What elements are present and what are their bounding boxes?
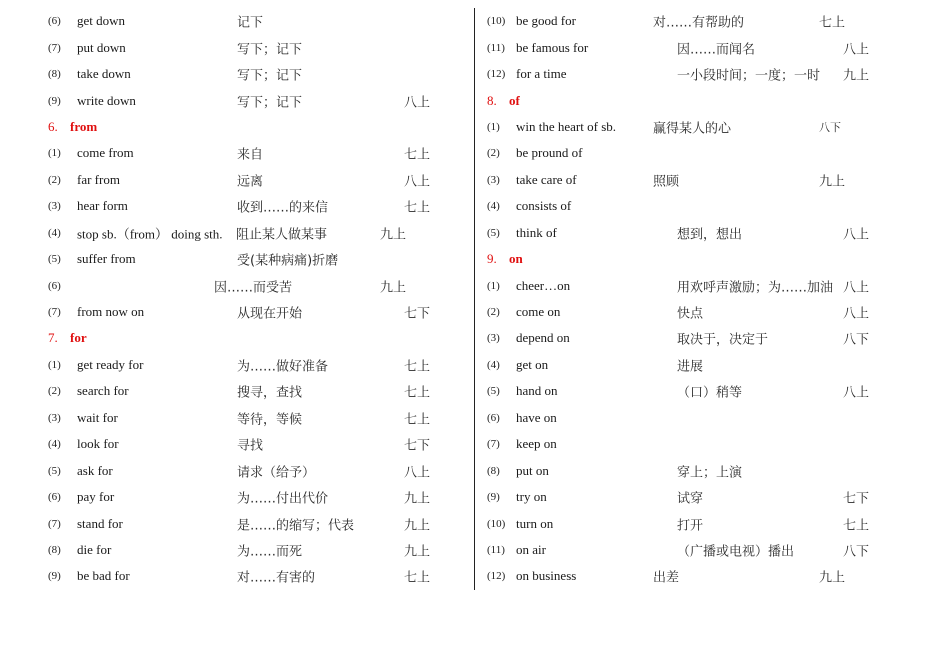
phrase-row [0,61,474,87]
phrase-row [475,405,950,431]
item-number: (4) [487,200,500,213]
phrase-row [475,325,950,351]
grade-label: 七上 [404,412,431,428]
grade-label: 七上 [843,518,870,534]
grade-label: 七上 [819,15,846,31]
section-word: on [509,251,523,267]
english-phrase: put on [516,462,549,478]
chinese-meaning: 等待，等候 [237,412,303,428]
item-number: (5) [487,385,500,398]
chinese-meaning: 写下；记下 [237,95,303,111]
phrase-row [475,8,950,34]
item-number: (12) [487,570,506,583]
phrase-row [475,299,950,325]
grade-label: 八下 [843,544,870,560]
item-number: (9) [48,570,61,583]
english-phrase: come from [77,145,134,161]
chinese-meaning: 照顾 [653,174,680,190]
item-number: (3) [48,411,61,424]
chinese-meaning: 对……有帮助的 [653,15,745,31]
chinese-meaning: 搜寻，查找 [237,385,303,401]
phrase-row [0,167,474,193]
english-phrase: depend on [516,330,570,346]
item-number: (1) [48,358,61,371]
chinese-meaning: 是……的缩写；代表 [237,518,355,534]
english-phrase: be famous for [516,39,589,55]
phrase-row [475,167,950,193]
chinese-meaning: 进展 [677,359,704,375]
chinese-meaning: 记下 [237,15,264,31]
grade-label: 八上 [404,95,431,111]
chinese-meaning: 为……而死 [237,544,303,560]
chinese-meaning: 快点 [677,306,704,322]
phrase-row [475,378,950,404]
grade-label: 九上 [380,227,407,243]
section-number: 9. [487,251,497,267]
chinese-meaning: 寻找 [237,438,264,454]
english-phrase: take care of [516,171,577,187]
item-number: (12) [487,68,506,81]
english-phrase: from now on [77,304,145,320]
item-number: (8) [487,464,500,477]
grade-label: 八上 [843,306,870,322]
grade-label: 七上 [404,147,431,163]
section-word: of [509,92,520,108]
section-number: 8. [487,92,497,108]
english-phrase: cheer…on [516,277,571,293]
phrase-row [0,272,474,298]
grade-label: 八下 [843,332,870,348]
item-number: (2) [48,385,61,398]
english-phrase: pay for [77,489,115,505]
chinese-meaning: 写下；记下 [237,42,303,58]
grade-label: 九上 [404,491,431,507]
chinese-meaning: 请求（给予） [237,465,316,481]
grade-label: 七上 [404,385,431,401]
chinese-meaning: 为……做好准备 [237,359,329,375]
chinese-meaning: 出差 [653,570,680,586]
english-phrase: write down [77,92,136,108]
item-number: (10) [487,15,506,28]
grade-label: 七下 [404,438,431,454]
item-number: (7) [48,306,61,319]
chinese-meaning: 阻止某人做某事 [236,227,328,243]
english-phrase: put down [77,39,126,55]
phrase-row [475,193,950,219]
phrase-row [0,510,474,536]
left-column [0,8,474,590]
section-word: from [70,118,98,134]
item-number: (6) [487,411,500,424]
english-phrase: hear form [77,198,128,214]
item-number: (9) [48,94,61,107]
english-phrase: stand for [77,515,123,531]
english-phrase: suffer from [77,251,136,267]
item-number: (7) [48,517,61,530]
item-number: (11) [487,41,505,54]
chinese-meaning: 收到……的来信 [237,200,329,216]
english-phrase: die for [77,541,112,557]
item-number: (7) [487,438,500,451]
chinese-meaning: 因……而受苦 [214,280,293,296]
grade-label: 八上 [843,280,870,296]
chinese-meaning: 试穿 [677,491,704,507]
grade-label: 八上 [843,42,870,58]
chinese-meaning: 一小段时间；一度；一时 [677,68,821,84]
phrase-row [475,510,950,536]
grade-label: 九上 [819,570,846,586]
chinese-meaning: 取决于，决定于 [677,332,769,348]
item-number: (6) [48,491,61,504]
phrase-row [475,431,950,457]
english-phrase: try on [516,489,547,505]
phrase-row [0,352,474,378]
item-number: (1) [487,279,500,292]
right-column [475,8,950,590]
grade-label: 九上 [819,174,846,190]
item-number: (5) [48,253,61,266]
english-phrase: turn on [516,515,554,531]
chinese-meaning: （广播或电视）播出 [677,544,795,560]
section-header [475,87,950,113]
phrase-row [475,61,950,87]
chinese-meaning: 来自 [237,147,264,163]
phrase-row [0,34,474,60]
item-number: (3) [48,200,61,213]
english-phrase: get ready for [77,356,144,372]
phrase-row [475,484,950,510]
item-number: (3) [487,173,500,186]
item-number: (5) [48,464,61,477]
english-phrase: keep on [516,436,557,452]
phrase-row [475,272,950,298]
phrase-row [475,114,950,140]
phrase-row [475,537,950,563]
phrase-row [0,457,474,483]
item-number: (4) [48,438,61,451]
grade-label: 九上 [380,280,407,296]
chinese-meaning: 穿上；上演 [677,465,743,481]
item-number: (9) [487,491,500,504]
phrase-row [0,220,474,246]
grade-label: 八上 [843,227,870,243]
english-phrase: hand on [516,383,558,399]
phrase-row [0,431,474,457]
item-number: (6) [48,15,61,28]
item-number: (8) [48,68,61,81]
chinese-meaning: 受(某种病痛)折磨 [237,253,339,269]
chinese-meaning: 因……而闻名 [677,42,756,58]
english-phrase: be pround of [516,145,583,161]
phrase-row [0,563,474,589]
chinese-meaning: 写下；记下 [237,68,303,84]
chinese-meaning: 从现在开始 [237,306,303,322]
item-number: (11) [487,543,505,556]
grade-label: 七下 [843,491,870,507]
phrase-row [0,8,474,34]
english-phrase: look for [77,436,119,452]
phrase-row [475,220,950,246]
english-phrase: ask for [77,462,113,478]
phrase-row [475,352,950,378]
item-number: (5) [487,226,500,239]
phrase-row [0,87,474,113]
section-header [0,325,474,351]
grade-label: 七上 [404,200,431,216]
item-number: (2) [48,173,61,186]
item-number: (6) [48,279,61,292]
phrase-row [0,246,474,272]
grade-label: 八下 [819,120,841,134]
grade-label: 七下 [404,306,431,322]
grade-label: 九上 [843,68,870,84]
phrase-row [0,193,474,219]
item-number: (10) [487,517,506,530]
grade-label: 九上 [404,518,431,534]
item-number: (4) [487,358,500,371]
english-phrase: on air [516,541,546,557]
grade-label: 八上 [843,385,870,401]
section-header [475,246,950,272]
english-phrase: be good for [516,13,576,29]
phrase-row [0,484,474,510]
english-phrase: get down [77,13,126,29]
english-phrase: win the heart of sb. [516,118,617,134]
section-word: for [70,330,87,346]
chinese-meaning: 远离 [237,174,264,190]
chinese-meaning: 用欢呼声激励；为……加油 [677,280,834,296]
grade-label: 七上 [404,570,431,586]
phrase-row [475,563,950,589]
english-phrase: on business [516,568,577,584]
english-phrase: consists of [516,198,572,214]
english-phrase: get on [516,356,549,372]
phrase-row [475,34,950,60]
english-phrase: think of [516,224,557,240]
phrase-row [475,457,950,483]
phrase-row [0,378,474,404]
phrase-row [0,405,474,431]
english-phrase: for a time [516,66,567,82]
section-header [0,114,474,140]
chinese-meaning: 打开 [677,518,704,534]
chinese-meaning: 为……付出代价 [237,491,329,507]
grade-label: 九上 [404,544,431,560]
phrase-row [475,140,950,166]
item-number: (1) [487,120,500,133]
grade-label: 八上 [404,174,431,190]
item-number: (4) [48,226,61,239]
item-number: (1) [48,147,61,160]
english-phrase: have on [516,409,557,425]
english-phrase: come on [516,304,561,320]
english-phrase: far from [77,171,120,187]
item-number: (7) [48,41,61,54]
item-number: (2) [487,147,500,160]
chinese-meaning: 赢得某人的心 [653,121,732,137]
phrase-row [0,140,474,166]
chinese-meaning: 对……有害的 [237,570,316,586]
grade-label: 七上 [404,359,431,375]
grade-label: 八上 [404,465,431,481]
item-number: (8) [48,543,61,556]
section-number: 6. [48,118,58,134]
item-number: (3) [487,332,500,345]
phrase-row [0,299,474,325]
english-phrase: take down [77,66,131,82]
chinese-meaning: （口）稍等 [677,385,743,401]
english-phrase: search for [77,383,129,399]
item-number: (2) [487,306,500,319]
english-phrase: wait for [77,409,118,425]
section-number: 7. [48,330,58,346]
english-phrase: be bad for [77,568,130,584]
chinese-meaning: 想到，想出 [677,227,743,243]
phrase-row [0,537,474,563]
english-phrase: stop sb.（from） doing sth. [77,226,223,242]
